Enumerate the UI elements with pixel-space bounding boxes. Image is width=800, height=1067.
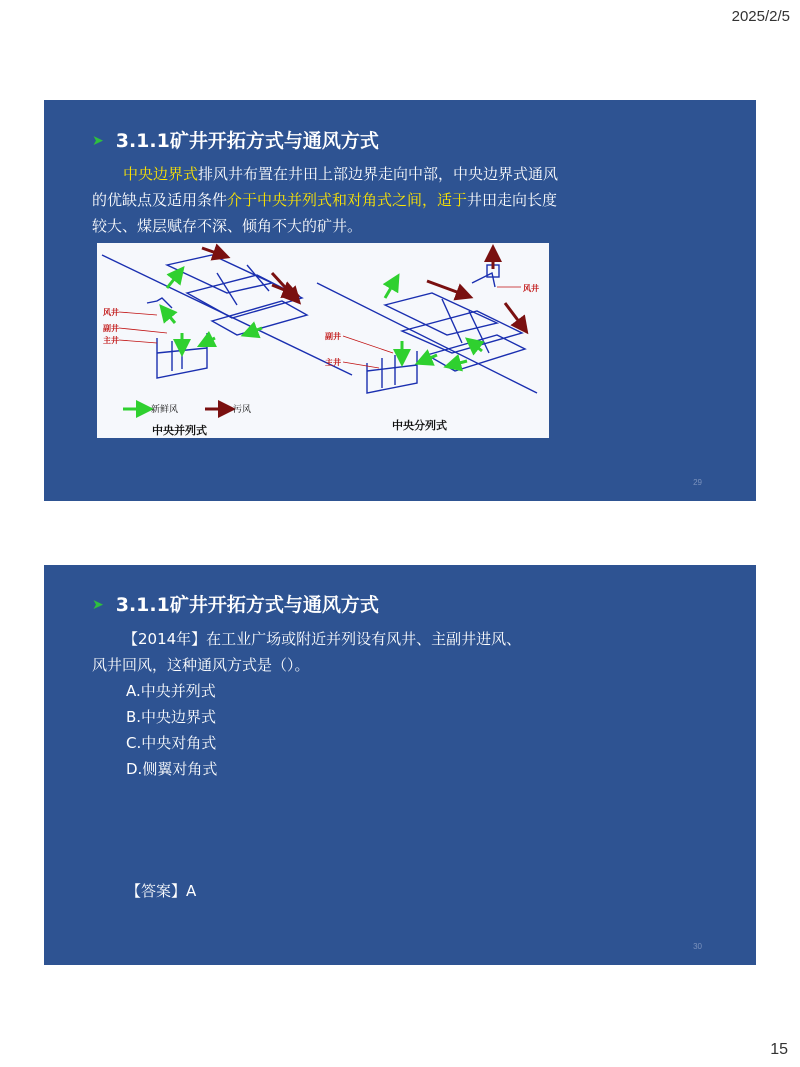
- caption-right: 中央分列式: [392, 419, 447, 432]
- slide-29: [44, 100, 756, 501]
- option-d: D.侧翼对角式: [126, 760, 218, 778]
- paragraph-text-end: 井田走向长度较大、煤层赋存不深、倾角不大的矿井。: [92, 191, 558, 235]
- slide-number: 30: [693, 942, 702, 951]
- question-line-2: 风井回风，这种通风方式是（）。: [92, 656, 310, 674]
- foul-air-arrows-right: [427, 253, 523, 327]
- diagram-left: [102, 255, 352, 378]
- description-paragraph: [92, 161, 572, 239]
- label-zhujing-left: 主井: [103, 336, 119, 345]
- label-fengjing-right: 风井: [523, 284, 539, 293]
- option-c: C.中央对角式: [126, 734, 217, 752]
- question-line-1: 【2014年】在工业广场或附近并列设有风井、主副井进风、: [123, 630, 522, 648]
- label-zhujing-right: 主井: [325, 358, 341, 367]
- option-b: B.中央边界式: [126, 708, 217, 726]
- answer-text: 【答案】A: [126, 882, 197, 900]
- slide-number: 29: [693, 478, 702, 487]
- question-text: [92, 626, 652, 678]
- label-fengjing-left: 风井: [103, 308, 119, 317]
- ventilation-diagram: [97, 243, 549, 438]
- page-number: 15: [770, 1041, 788, 1058]
- label-fujing-left: 副井: [103, 324, 119, 333]
- highlight-phrase: 介于中央并列式和对角式之间，适于: [227, 191, 468, 209]
- caption-left: 中央并列式: [152, 424, 207, 437]
- arrowhead-bullet-icon: ➤: [92, 596, 104, 613]
- header-date: 2025/2/5: [731, 8, 790, 25]
- legend-fresh-air: 新鲜风: [151, 405, 179, 415]
- arrowhead-bullet-icon: ➤: [92, 132, 104, 149]
- foul-air-arrows-left: [202, 248, 295, 298]
- slide-30: [44, 565, 756, 965]
- slide-title-text: 3.1.1矿井开拓方式与通风方式: [115, 594, 379, 616]
- answer-options: [126, 678, 217, 782]
- legend: [123, 403, 251, 415]
- slide-title-text: 3.1.1矿井开拓方式与通风方式: [115, 130, 379, 152]
- highlight-term: 中央边界式: [123, 165, 199, 183]
- option-a: A.中央并列式: [126, 682, 216, 700]
- legend-foul-air: 污风: [233, 405, 252, 415]
- label-fujing-right: 副井: [325, 332, 341, 341]
- slide-title: [92, 126, 379, 153]
- slide-title: [92, 590, 379, 617]
- paragraph-text: 排风井布置在井田上部边界走向中部，中央边界式通风的优缺点及适用条件: [92, 165, 559, 209]
